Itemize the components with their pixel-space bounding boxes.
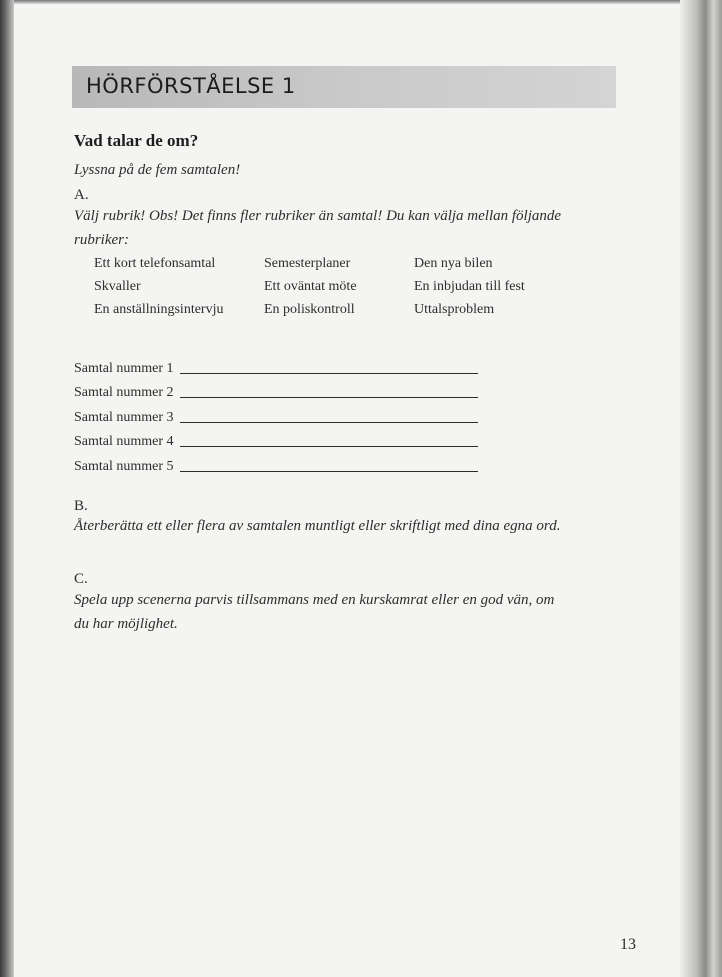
samtal-row [74, 401, 478, 426]
samtal-label: Samtal nummer 5 [74, 458, 174, 474]
samtal-row [74, 352, 478, 377]
subheading: Vad talar de om? [74, 131, 199, 150]
page-top-edge [14, 0, 680, 4]
samtal-label: Samtal nummer 3 [74, 409, 174, 425]
section-c-text-line1: Spela upp scenerna parvis tillsammans med en kurskamrat eller en god vän, om [74, 592, 555, 608]
rubrik-option: Uttalsproblem [414, 302, 495, 317]
page-number: 13 [620, 936, 636, 953]
page-gutter-shadow [0, 0, 14, 977]
rubrik-option: Semesterplaner [264, 256, 351, 271]
rubrik-option: En inbjudan till fest [414, 279, 525, 294]
rubrik-option: Den nya bilen [414, 256, 493, 271]
section-a-letter: A. [74, 187, 89, 203]
answer-line[interactable] [180, 471, 478, 472]
rubrik-options [94, 256, 574, 318]
samtal-label: Samtal nummer 4 [74, 434, 174, 449]
rubrik-option: Skvaller [94, 279, 141, 294]
page-edge-shadow [680, 0, 722, 977]
rubrik-option: En poliskontroll [264, 302, 355, 317]
samtal-answer-list [74, 352, 478, 475]
section-a-instruction-line2: rubriker: [74, 232, 129, 248]
samtal-label: Samtal nummer 1 [74, 360, 174, 376]
answer-line[interactable] [180, 422, 478, 423]
rubrik-option: Ett oväntat möte [264, 279, 357, 294]
answer-line[interactable] [180, 373, 478, 374]
answer-line[interactable] [180, 446, 478, 447]
section-c-letter: C. [74, 571, 88, 587]
samtal-row [74, 426, 478, 451]
section-b-text: Återberätta ett eller flera av samtalen muntligt eller skriftligt med dina egna ord. [74, 518, 561, 534]
section-b-letter: B. [74, 498, 88, 514]
answer-line[interactable] [180, 397, 478, 398]
page-title: HÖRFÖRSTÅELSE 1 [86, 74, 296, 98]
intro-text: Lyssna på de fem samtalen! [74, 162, 241, 178]
samtal-label: Samtal nummer 2 [74, 385, 174, 400]
section-c-text-line2: du har möjlighet. [74, 616, 178, 632]
rubrik-option: En anställningsintervju [94, 302, 224, 317]
samtal-row [74, 377, 478, 402]
section-a-instruction-line1: Välj rubrik! Obs! Det finns fler rubriker än samtal! Du kan välja mellan följande [74, 208, 562, 224]
rubrik-option: Ett kort telefonsamtal [94, 256, 216, 271]
samtal-row [74, 450, 478, 475]
